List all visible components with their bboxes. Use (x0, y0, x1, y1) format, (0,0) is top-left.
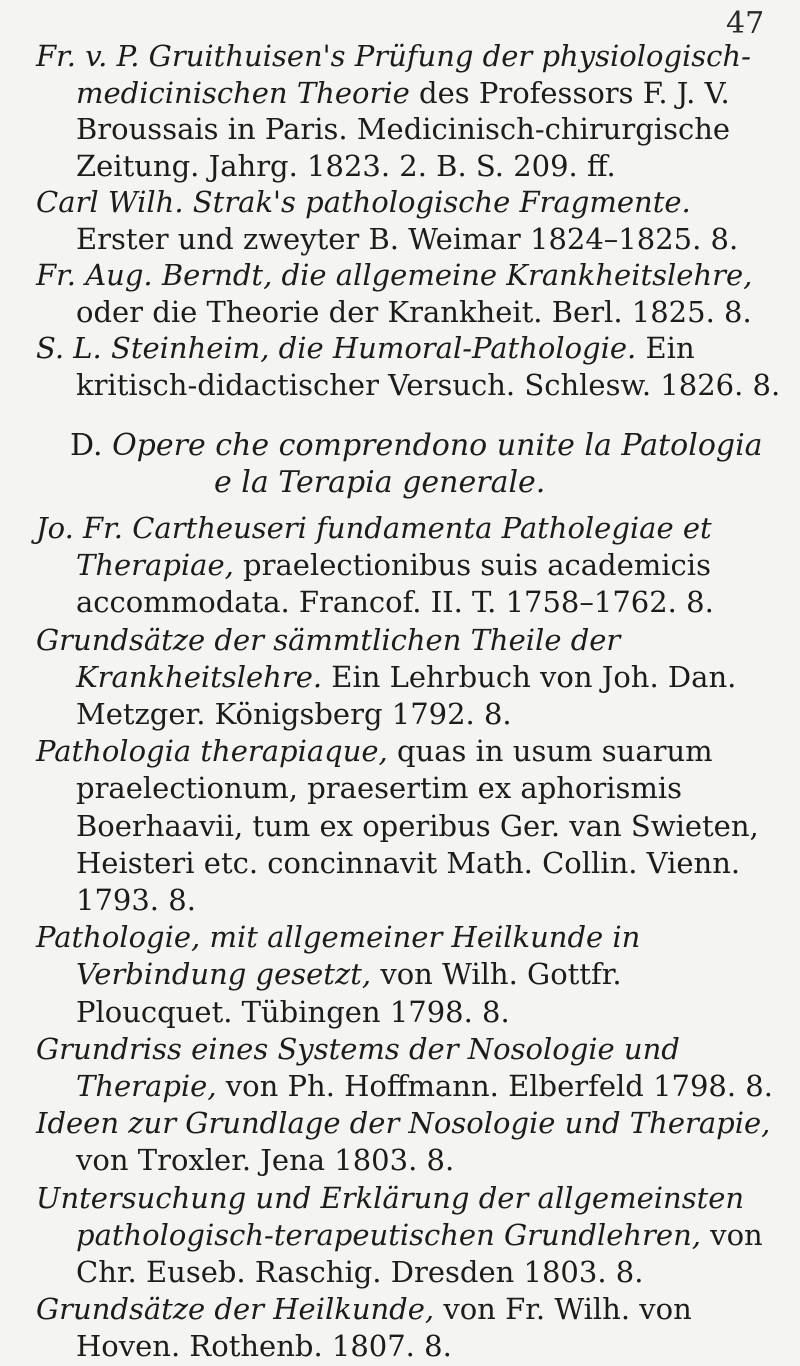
entry-details: von Fr. Wilh. von Hoven. Rothenb. 1807. 8. (76, 1292, 692, 1364)
section-letter: D. (70, 428, 103, 463)
entry-details: Ein kritisch-didactischer Versuch. Schlesw. 1826. 8. (76, 331, 781, 402)
bibliography-entry (36, 38, 786, 184)
entry-title: die allgemeine Krankheitslehre, (272, 258, 753, 292)
entry-title: die Humoral-Pathologie. (269, 331, 637, 365)
entry-details: praelectionibus suis academicis accommodata. Francof. II. T. 1758–1762. 8. (76, 548, 714, 620)
entry-author: Fr. v. P. Gruithuisen's (36, 39, 346, 73)
bibliography-entry (36, 330, 786, 403)
bibliography-section-d (36, 510, 786, 1366)
entry-details: Ein Lehrbuch von Joh. Dan. Metzger. Königsberg 1792. 8. (76, 659, 737, 732)
entry-title: Pathologia therapiaque, (36, 734, 388, 769)
bibliography-section-c (36, 38, 786, 403)
entry-author: Jo. Fr. Cartheuseri (36, 511, 307, 545)
entry-title: Untersuchung und Erklärung der allgemeinsten pathologisch-terapeutischen Grundlehren, (36, 1180, 745, 1252)
page-number: 47 (726, 6, 765, 41)
entry-details: des Professors F. J. V. Broussais in Paris. Medicinisch-chirurgische Zeitung. Jahrg. 1823. 2. B. S. 209. ff. (76, 75, 731, 183)
entry-details: von Ph. Hoffmann. Elberfeld 1798. 8. (216, 1069, 773, 1104)
bibliography-entry (36, 1105, 786, 1179)
section-d-heading (70, 428, 770, 501)
bibliography-entry (36, 1031, 786, 1105)
section-heading-line1: Opere che comprendono unite la Patologia (102, 428, 763, 463)
bibliography-entry (36, 622, 786, 734)
bibliography-entry (36, 257, 786, 330)
entry-details: Erster und zweyter B. Weimar 1824–1825. 8. (76, 221, 739, 256)
entry-author: Carl Wilh. Strak's (36, 185, 296, 219)
entry-author: S. L. Steinheim, (36, 331, 270, 365)
entry-title: Prüfung der physiologisch-medicinischen Theorie (76, 39, 751, 110)
entry-details: von Wilh. Gottfr. Ploucquet. Tübingen 1798. 8. (76, 957, 622, 1029)
entry-title: Pathologie, mit allgemeiner Heilkunde in Verbindung gesetzt, (36, 920, 641, 992)
bibliography-entry (36, 919, 786, 1031)
entry-title: Grundsätze der sämmtlichen Theile der Krankheitslehre. (36, 622, 621, 694)
entry-details: quas in usum suarum praelectionum, praesertim ex aphorismis Boerhaavii, tum ex operibus Ger. van Swieten, Heisteri etc. concinnavit Math. Collin. Vienn. 1793. 8. (76, 734, 759, 918)
entry-details: oder die Theorie der Krankheit. Berl. 1825. 8. (76, 294, 752, 329)
entry-title: Ideen zur Grundlage der Nosologie und Therapie, (36, 1106, 771, 1141)
bibliography-entry (36, 510, 786, 622)
bibliography-entry (36, 733, 786, 919)
bibliography-entry (36, 1291, 786, 1365)
entry-details: von Chr. Euseb. Raschig. Dresden 1803. 8. (76, 1217, 763, 1290)
entry-title: fundamenta Patholegiae et Therapiae, (76, 511, 712, 583)
entry-title: pathologische Fragmente. (295, 185, 691, 219)
entry-title: Grundsätze der Heilkunde, (36, 1292, 435, 1327)
bibliography-entry (36, 184, 786, 257)
entry-details: von Troxler. Jena 1803. 8. (76, 1143, 455, 1178)
entry-author: Fr. Aug. Berndt, (36, 258, 273, 292)
entry-title: Grundriss eines Systems der Nosologie und Therapie, (36, 1031, 680, 1104)
bibliography-entry (36, 1180, 786, 1292)
section-heading-line2: e la Terapia generale. (214, 464, 546, 500)
